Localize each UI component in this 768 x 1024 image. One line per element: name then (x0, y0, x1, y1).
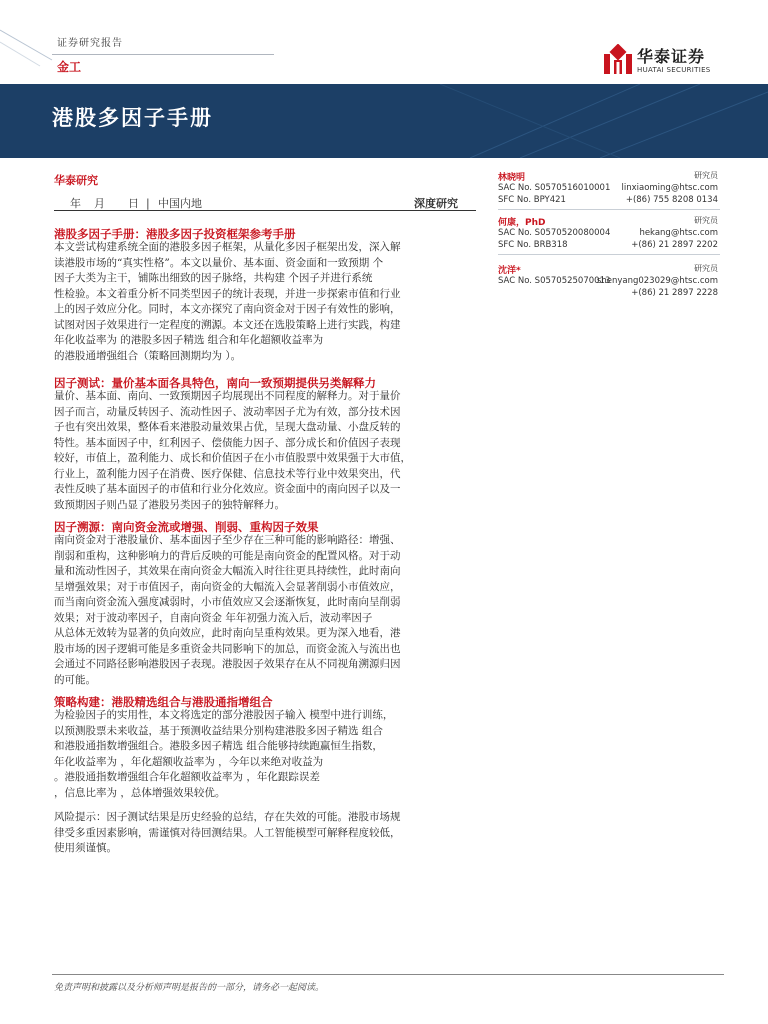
section-heading: 因子溯源：南向资金流或增强、削弱、重构因子效果 (54, 520, 319, 534)
analyst-email[interactable]: shenyang023029@htsc.com (596, 276, 718, 286)
analyst-cert: SFC No. BRB318 (498, 240, 568, 250)
huatai-logo-icon (604, 44, 632, 74)
header-divider (52, 54, 274, 55)
analyst-row (498, 183, 720, 195)
analyst-name: 林晓明 (498, 173, 526, 183)
section-body: 为检验因子的实用性，本文将选定的部分港股因子输入 模型中进行训练， 以预测股票未来收益，基于预测收益结果分别构建港股多因子精选 组合 和港股通指数增强组合。港股多因子精选 组合能够持续跑赢恒生指数， 年化收益率为 ，年化超额收益率为 ，今年以来绝对收益为 。港股通指数增强组合年化超额收益率为 ，年化跟踪误差 ，信息比率为 ，总体增强效果较优。 (54, 709, 394, 799)
date-separator: | (146, 197, 150, 210)
report-kind-label: 深度研究 (414, 197, 458, 210)
section-heading: 港股多因子手册：港股多因子投资框架参考手册 (54, 227, 296, 241)
analyst-email[interactable]: hekang@htsc.com (639, 228, 718, 238)
brand-name-en: HUATAI SECURITIES (637, 66, 711, 74)
page-title: 港股多因子手册 (52, 105, 213, 130)
analyst-role: 研究员 (694, 264, 718, 273)
section-body: 量价、基本面、南向、一致预期因子均展现出不同程度的解释力。对于量价 因子而言，动量反转因子、流动性因子、波动率因子尤为有效，部分技术因 子也有突出效果，整体看来港股动量效果占优，呈现大盘动量、小盘反转的 特性。基本面因子中，红利因子、偿债能力因子、部分成长和价值因子表现 较好，市值上，盈利能力、成长和价值因子在小市值股票中效果强于大市值， 行业上，盈利能力因子在消费、医疗保健、信息技术等行业中效果突出，代 表性反映了基本面因子的市值和行业分化效应。资金面中的南向因子以及一 致预期因子则凸显了港股另类因子的独特解释力。 (54, 390, 411, 511)
brand-name-cn: 华泰证券 (637, 47, 706, 66)
disclaimer-footer: 免责声明和披露以及分析师声明是报告的一部分，请务必一起阅读。 (54, 983, 325, 993)
org-label: 华泰研究 (54, 174, 98, 187)
analyst-cert: SAC No. S0570516010001 (498, 183, 611, 193)
analyst-phone: +(86) 21 2897 2228 (631, 288, 718, 298)
analyst-role: 研究员 (694, 171, 718, 180)
analyst-divider (498, 254, 720, 255)
analyst-divider (498, 209, 720, 210)
analyst-phone: +(86) 755 8208 0134 (625, 195, 718, 205)
footer-divider (52, 974, 724, 975)
analyst-row (498, 288, 720, 300)
meta-divider (54, 210, 476, 211)
date-month-label: 月 (94, 197, 105, 210)
analyst-email[interactable]: linxiaoming@htsc.com (621, 183, 718, 193)
sector-label: 金工 (57, 60, 82, 74)
report-type-label: 证券研究报告 (57, 38, 123, 49)
analyst-phone: +(86) 21 2897 2202 (631, 240, 718, 250)
risk-warning: 风险提示：因子测试结果是历史经验的总结，存在失效的可能。港股市场规 律受多重因素影响，需谨慎对待回测结果。人工智能模型可解释程度较低， 使用须谨慎。 (54, 811, 401, 854)
section-heading: 策略构建：港股精选组合与港股通指增组合 (54, 695, 273, 709)
analyst-row (498, 228, 720, 240)
analyst-cert: SAC No. S0570525070013 (498, 276, 611, 286)
analyst-cert: SFC No. BPY421 (498, 195, 566, 205)
analyst-row (498, 195, 720, 207)
analyst-cert: SAC No. S0570520080004 (498, 228, 611, 238)
corner-decoration (0, 0, 60, 90)
section-body: 本文尝试构建系统全面的港股多因子框架，从量化多因子框架出发，深入解 读港股市场的“真实性格”。本文以量价、基本面、资金面和一致预期 个 因子大类为主干，铺陈出细致的因子脉络，共构建 个因子并进行系统 性检验。本文着重分析不同类型因子的统计表现，并进一步探索市值和行业 上的因子效应分化。同时，本文亦探究了南向资金对于因子有效性的影响， 试图对因子效果进行一定程度的溯源。本文还在选股策略上进行实践，构建 年化收益率为 的港股多因子精选 组合和年化超额收益率为 的港股通增强组合（策略回测期均为 ）。 (54, 241, 401, 362)
section-body: 南向资金对于港股量价、基本面因子至少存在三种可能的影响路径：增强、 削弱和重构，这种影响力的背后反映的可能是南向资金的配置风格。对于动 量和流动性因子，其效果在南向资金大幅流入时往往更具持续性，此时南向 呈增强效果；对于市值因子，南向资金的大幅流入会显著削弱小市值效应， 而当南向资金流入强度减弱时，小市值效应又会逐渐恢复，此时南向呈削弱 效果；对于波动率因子，自南向资金 年年初强力流入后，波动率因子 从总体无效转为显著的负向效应，此时南向呈重构效果。更为深入地看，港 股市场的因子逻辑可能是多重资金共同影响下的加总，而资金流入与流出也 会通过不同路径影响港股因子表现。港股因子效果存在从不同视角溯源归因 的可能。 (54, 534, 401, 686)
analyst-row (498, 240, 720, 252)
analyst-role: 研究员 (694, 216, 718, 225)
date-day-label: 日 (128, 197, 139, 210)
section-heading: 因子测试：量价基本面各具特色，南向一致预期提供另类解释力 (54, 376, 376, 390)
date-year-label: 年 (70, 197, 81, 210)
analyst-name: 何康，PhD (498, 218, 546, 228)
analyst-panel (498, 170, 720, 300)
brand-logo (604, 44, 726, 78)
analyst-row (498, 276, 720, 288)
dateline (54, 195, 476, 211)
region-label: 中国内地 (158, 197, 202, 210)
analyst-name: 沈洋* (498, 266, 521, 276)
